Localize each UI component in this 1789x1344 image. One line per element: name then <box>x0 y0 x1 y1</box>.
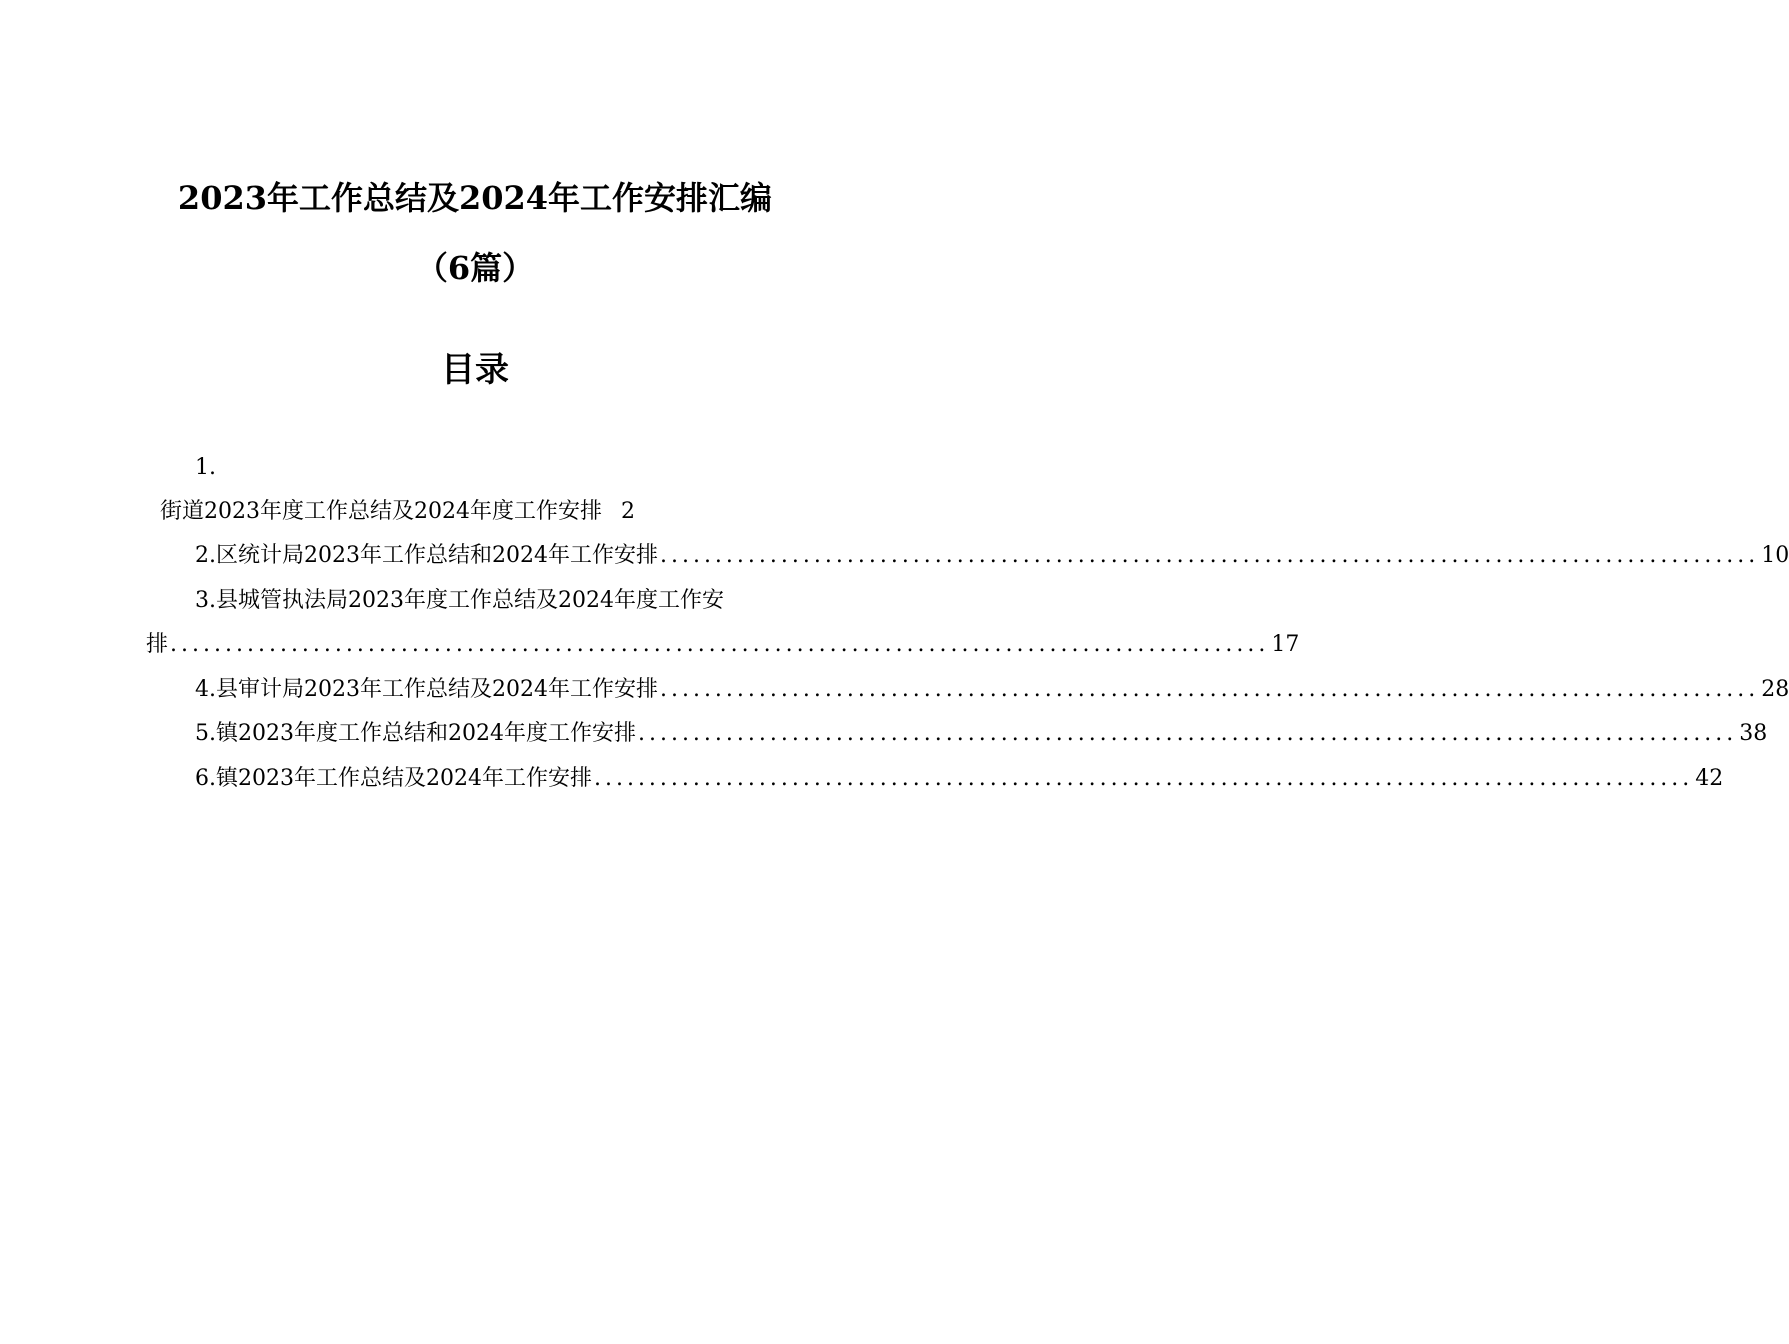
toc-item-3-page: 17 <box>1271 632 1300 657</box>
toc-item-2-leader: .................................................................................................... <box>659 543 1760 568</box>
toc-item-1-text: 街道2023年度工作总结及2024年度工作安排 <box>160 499 602 524</box>
toc-item-4-text: 4.县审计局2023年工作总结及2024年工作安排 <box>195 677 658 702</box>
toc-item-1-number[interactable]: 1. <box>195 455 216 480</box>
document-title: 2023年工作总结及2024年工作安排汇编 <box>177 179 773 217</box>
toc-item-5-page: 38 <box>1739 721 1768 746</box>
toc-item-1[interactable] <box>160 497 635 527</box>
toc-item-4-leader: .................................................................................................... <box>659 677 1760 702</box>
toc-item-3-line2[interactable] <box>146 630 1300 660</box>
toc-item-6-text: 6.镇2023年工作总结及2024年工作安排 <box>195 766 592 791</box>
toc-item-4-page: 28 <box>1761 677 1789 702</box>
toc-item-6-leader: .................................................................................................... <box>593 766 1694 791</box>
toc-heading: 目录 <box>441 350 509 390</box>
toc-item-5[interactable] <box>195 719 1768 749</box>
toc-item-5-leader: .................................................................................................... <box>637 721 1738 746</box>
toc-item-3-leader: .................................................................................................... <box>170 632 1270 657</box>
toc-item-6-page: 42 <box>1695 766 1724 791</box>
toc-item-2-page: 10 <box>1761 543 1789 568</box>
toc-item-4[interactable] <box>195 675 1789 705</box>
toc-item-3-text-continued: 排 <box>146 632 169 657</box>
toc-item-6[interactable] <box>195 764 1724 794</box>
toc-item-2[interactable] <box>195 541 1789 571</box>
toc-item-2-text: 2.区统计局2023年工作总结和2024年工作安排 <box>195 543 658 568</box>
toc-item-3-line1[interactable]: 3.县城管执法局2023年度工作总结及2024年度工作安 <box>195 588 724 613</box>
toc-item-5-text: 5.镇2023年度工作总结和2024年度工作安排 <box>195 721 636 746</box>
toc-item-1-page: 2 <box>620 499 635 524</box>
document-subtitle: （6篇） <box>415 249 535 287</box>
